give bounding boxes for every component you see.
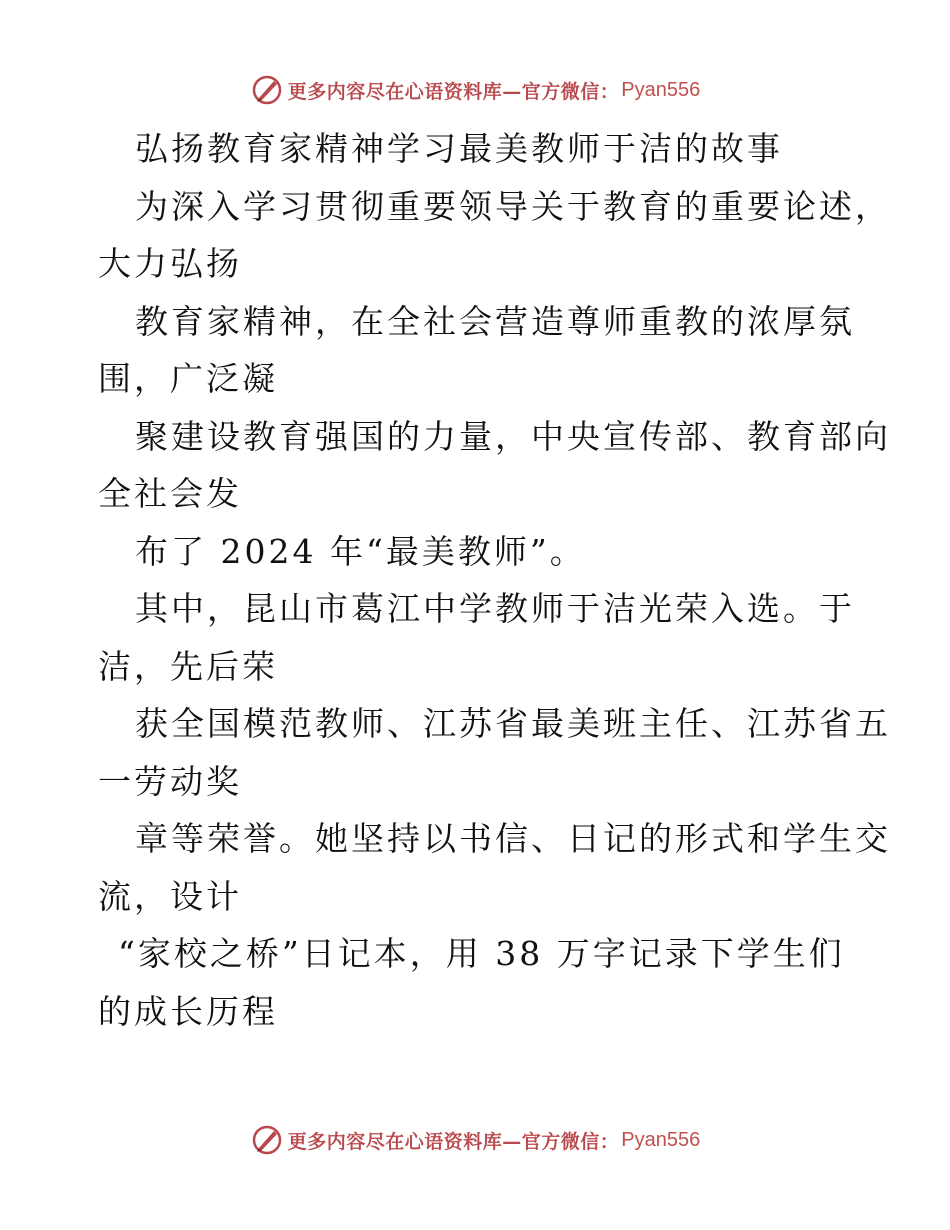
text-line: 全社会发 <box>98 474 242 513</box>
text-line: “家校之桥”日记本，用 38 万字记录下学生们 <box>118 934 845 973</box>
header-banner <box>0 70 950 110</box>
pen-logo-icon <box>250 1123 284 1157</box>
text-line: 的成长历程 <box>98 991 278 1031</box>
text-line: 其中，昆山市葛江中学教师于洁光荣入选。于 <box>135 589 855 628</box>
footer-banner <box>0 1120 950 1160</box>
text-line: 章等荣誉。她坚持以书信、日记的形式和学生交 <box>135 819 891 858</box>
banner-text: 更多内容尽在心语资料库—官方微信： <box>287 80 620 103</box>
banner-wechat-id: Pyan556 <box>621 1128 701 1151</box>
text-line: 获全国模范教师、江苏省最美班主任、江苏省五 <box>135 704 891 743</box>
document-title: 弘扬教育家精神学习最美教师于洁的故事 <box>135 129 783 168</box>
text-line: 洁，先后荣 <box>98 646 278 686</box>
pen-logo-icon <box>250 73 284 107</box>
banner-wechat-id: Pyan556 <box>621 78 701 101</box>
text-line: 为深入学习贯彻重要领导关于教育的重要论述， <box>135 186 891 226</box>
text-line: 大力弘扬 <box>98 244 242 283</box>
text-line: 教育家精神，在全社会营造尊师重教的浓厚氛 <box>135 301 855 341</box>
text-line: 布了 2024 年“最美教师”。 <box>135 531 586 571</box>
text-line: 围，广泛凝 <box>98 359 278 398</box>
banner-text: 更多内容尽在心语资料库—官方微信： <box>287 1130 620 1153</box>
document-body <box>98 120 891 1040</box>
text-line: 聚建设教育强国的力量，中央宣传部、教育部向 <box>135 416 891 456</box>
text-line: 流，设计 <box>98 876 242 916</box>
text-line: 一劳动奖 <box>98 761 242 801</box>
